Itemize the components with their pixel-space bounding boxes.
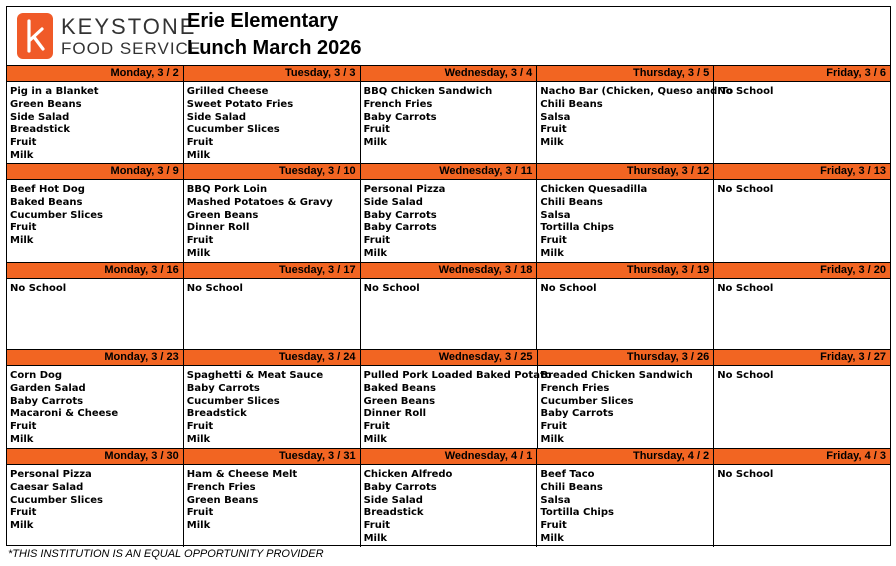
- menu-item-list: [184, 180, 360, 261]
- week-row: [7, 65, 890, 163]
- menu-item: Green Beans: [186, 494, 259, 506]
- menu-item: Nacho Bar (Chicken, Queso and To: [540, 86, 734, 97]
- day-cell: [536, 263, 713, 349]
- day-header: Thursday, 3 / 5: [537, 66, 713, 82]
- menu-item: Fruit: [10, 222, 37, 234]
- menu-item: Baked Beans: [10, 196, 83, 208]
- week-row: [7, 349, 890, 448]
- day-cell: [360, 263, 537, 349]
- menu-item-list: [714, 366, 890, 383]
- menu-item: Cucumber Slices: [186, 395, 280, 407]
- menu-item: Caesar Salad: [10, 481, 84, 493]
- menu-item-list: [184, 279, 360, 296]
- day-header: Wednesday, 3 / 25: [361, 350, 537, 366]
- menu-item: Side Salad: [186, 111, 247, 123]
- day-cell: [183, 164, 360, 262]
- menu-item: Side Salad: [10, 111, 70, 123]
- menu-item: Milk: [540, 433, 564, 445]
- menu-item: Spaghetti & Meat Sauce: [186, 370, 324, 381]
- menu-item: Side Salad: [363, 196, 423, 208]
- menu-item: Chili Beans: [540, 98, 603, 110]
- menu-item: Milk: [540, 532, 564, 544]
- menu-item: Milk: [363, 532, 388, 544]
- menu-item: French Fries: [540, 382, 610, 394]
- menu-item-list: [714, 82, 890, 99]
- day-header: Wednesday, 3 / 18: [361, 263, 537, 279]
- day-header: Friday, 3 / 27: [714, 350, 890, 366]
- menu-item-list: [7, 279, 183, 296]
- menu-item-list: [361, 279, 537, 296]
- day-cell: [7, 66, 183, 163]
- menu-item: BBQ Pork Loin: [186, 184, 268, 195]
- day-header: Friday, 3 / 6: [714, 66, 890, 82]
- day-cell: [713, 263, 890, 349]
- menu-item-list: [537, 465, 713, 546]
- menu-title: Lunch March 2026: [187, 37, 362, 59]
- menu-item: Pulled Pork Loaded Baked Potato: [363, 370, 552, 381]
- day-header: Monday, 3 / 23: [7, 350, 183, 366]
- menu-item: No School: [717, 469, 774, 480]
- menu-item-list: [361, 180, 537, 261]
- logo-k-icon: [17, 13, 53, 59]
- day-cell: [183, 350, 360, 448]
- menu-item-list: [184, 82, 360, 163]
- menu-item: Fruit: [363, 421, 390, 433]
- menu-item-list: [714, 180, 890, 197]
- calendar-grid: [7, 65, 890, 547]
- menu-item: French Fries: [186, 481, 256, 493]
- menu-item-list: [361, 366, 552, 447]
- menu-item: Pig in a Blanket: [10, 86, 99, 97]
- menu-item: BBQ Chicken Sandwich: [363, 86, 493, 97]
- menu-item: Milk: [540, 247, 564, 259]
- menu-item: No School: [540, 283, 597, 294]
- week-row: [7, 448, 890, 547]
- day-header: Wednesday, 3 / 11: [361, 164, 537, 180]
- day-cell: [360, 66, 537, 163]
- menu-item: Salsa: [540, 111, 571, 123]
- menu-item-list: [7, 366, 183, 447]
- menu-item: Corn Dog: [10, 370, 63, 381]
- menu-sheet: [6, 6, 891, 546]
- day-cell: [360, 449, 537, 547]
- menu-item: Cucumber Slices: [10, 494, 103, 506]
- menu-item: Baby Carrots: [363, 222, 437, 234]
- menu-item: Breadstick: [363, 507, 424, 519]
- school-name: Erie Elementary: [187, 10, 339, 32]
- menu-item: Personal Pizza: [363, 184, 446, 195]
- menu-item: Milk: [10, 520, 34, 532]
- menu-item: Macaroni & Cheese: [10, 408, 119, 420]
- logo-line2: FOOD SERVICE: [61, 39, 202, 58]
- menu-item: Milk: [363, 247, 388, 259]
- menu-item: Chili Beans: [540, 196, 603, 208]
- day-header: Thursday, 3 / 12: [537, 164, 713, 180]
- day-cell: [536, 66, 734, 163]
- menu-item: Beef Hot Dog: [10, 184, 85, 195]
- day-header: Thursday, 4 / 2: [537, 449, 713, 465]
- day-header: Thursday, 3 / 26: [538, 350, 714, 366]
- menu-item: Fruit: [540, 421, 567, 433]
- menu-item: Fruit: [363, 235, 391, 247]
- menu-item: No School: [717, 283, 774, 294]
- menu-item: No School: [717, 86, 774, 97]
- day-header: Thursday, 3 / 19: [537, 263, 713, 279]
- week-row: [7, 262, 890, 349]
- menu-item-list: [537, 180, 713, 261]
- menu-item: Baby Carrots: [363, 111, 437, 123]
- menu-item: Milk: [186, 247, 211, 259]
- menu-item: Baby Carrots: [540, 408, 614, 420]
- menu-item: Baby Carrots: [186, 382, 260, 394]
- menu-item: Breadstick: [186, 408, 247, 420]
- menu-item: Salsa: [540, 494, 571, 506]
- day-cell: [713, 350, 890, 448]
- menu-item: Fruit: [186, 235, 214, 247]
- day-cell: [536, 449, 713, 547]
- menu-item: Fruit: [540, 520, 567, 532]
- menu-item-list: [184, 366, 360, 447]
- menu-item: No School: [10, 283, 67, 294]
- menu-item: Beef Taco: [540, 469, 595, 480]
- menu-item: Cucumber Slices: [186, 124, 280, 136]
- day-header: Monday, 3 / 2: [7, 66, 183, 82]
- logo-line1: KEYSTONE: [61, 14, 197, 39]
- menu-item: Milk: [186, 520, 211, 532]
- week-row: [7, 163, 890, 262]
- menu-item: Fruit: [186, 137, 214, 149]
- footer-note: *THIS INSTITUTION IS AN EQUAL OPPORTUNITY PROVIDER: [8, 548, 324, 560]
- menu-item: Milk: [186, 149, 211, 161]
- menu-item: Grilled Cheese: [186, 86, 269, 97]
- menu-item-list: [361, 465, 537, 546]
- menu-item: Cucumber Slices: [10, 209, 103, 221]
- menu-item: Milk: [186, 433, 211, 445]
- day-header: Tuesday, 3 / 3: [184, 66, 360, 82]
- day-cell: [7, 350, 183, 448]
- menu-item-list: [537, 279, 713, 296]
- day-cell: [7, 263, 183, 349]
- menu-header: [7, 7, 890, 64]
- day-header: Monday, 3 / 9: [7, 164, 183, 180]
- menu-item: No School: [717, 370, 774, 381]
- day-cell: [713, 66, 890, 163]
- day-header: Friday, 3 / 20: [714, 263, 890, 279]
- menu-item: Chili Beans: [540, 481, 603, 493]
- day-header: Friday, 3 / 13: [714, 164, 890, 180]
- menu-item: Milk: [363, 137, 387, 149]
- menu-item-list: [537, 82, 734, 150]
- menu-item: Fruit: [10, 137, 37, 149]
- menu-item: Milk: [10, 433, 34, 445]
- menu-item: Dinner Roll: [363, 408, 427, 420]
- day-cell: [183, 66, 360, 163]
- day-header: Monday, 3 / 16: [7, 263, 183, 279]
- menu-item: Fruit: [10, 507, 37, 519]
- menu-item: Fruit: [363, 520, 391, 532]
- day-cell: [360, 350, 552, 448]
- day-cell: [713, 449, 890, 547]
- keystone-logo: [17, 13, 202, 61]
- day-header: Monday, 3 / 30: [7, 449, 183, 465]
- menu-item: Fruit: [186, 507, 214, 519]
- menu-item: Garden Salad: [10, 382, 86, 394]
- menu-item: Fruit: [540, 235, 567, 247]
- menu-item: Personal Pizza: [10, 469, 92, 480]
- menu-item: Breaded Chicken Sandwich: [540, 370, 693, 381]
- menu-item-list: [7, 82, 183, 163]
- menu-item: No School: [363, 283, 420, 294]
- menu-item: Fruit: [363, 124, 390, 136]
- menu-item-list: [361, 82, 537, 150]
- menu-item-list: [538, 366, 714, 447]
- menu-item: Green Beans: [10, 98, 82, 110]
- menu-item: Milk: [10, 235, 34, 247]
- menu-item: Ham & Cheese Melt: [186, 469, 298, 480]
- menu-item: Fruit: [540, 124, 567, 136]
- menu-item: Tortilla Chips: [540, 507, 614, 519]
- menu-item: Dinner Roll: [186, 222, 250, 234]
- day-header: Friday, 4 / 3: [714, 449, 890, 465]
- menu-item-list: [714, 465, 890, 482]
- day-header: Tuesday, 3 / 24: [184, 350, 360, 366]
- menu-item: Milk: [540, 137, 564, 149]
- menu-item: French Fries: [363, 98, 433, 110]
- menu-item: Fruit: [186, 421, 214, 433]
- menu-item: Milk: [10, 149, 34, 161]
- day-cell: [7, 164, 183, 262]
- menu-item: Breadstick: [10, 124, 70, 136]
- day-header: Wednesday, 3 / 4: [361, 66, 537, 82]
- day-cell: [360, 164, 537, 262]
- menu-item: Chicken Alfredo: [363, 469, 453, 480]
- menu-item: Milk: [363, 433, 387, 445]
- menu-item: Baby Carrots: [10, 395, 84, 407]
- menu-item: Green Beans: [363, 395, 436, 407]
- day-cell: [536, 164, 713, 262]
- menu-item-list: [714, 279, 890, 296]
- menu-item: Baby Carrots: [363, 481, 437, 493]
- day-cell: [7, 449, 183, 547]
- menu-item-list: [184, 465, 360, 533]
- menu-item-list: [7, 180, 183, 248]
- day-header: Tuesday, 3 / 10: [184, 164, 360, 180]
- menu-item: Fruit: [10, 421, 37, 433]
- menu-item: No School: [717, 184, 774, 195]
- menu-item: Chicken Quesadilla: [540, 184, 648, 195]
- day-cell: [713, 164, 890, 262]
- menu-item: Side Salad: [363, 494, 423, 506]
- menu-item-list: [7, 465, 183, 533]
- day-header: Tuesday, 3 / 31: [184, 449, 360, 465]
- day-cell: [183, 449, 360, 547]
- day-header: Wednesday, 4 / 1: [361, 449, 537, 465]
- menu-item: Tortilla Chips: [540, 222, 614, 234]
- menu-item: Salsa: [540, 209, 571, 221]
- menu-item: Green Beans: [186, 209, 259, 221]
- day-cell: [537, 350, 714, 448]
- menu-item: Baked Beans: [363, 382, 436, 394]
- menu-item: Baby Carrots: [363, 209, 437, 221]
- menu-item: Cucumber Slices: [540, 395, 634, 407]
- menu-item: No School: [186, 283, 243, 294]
- menu-item: Sweet Potato Fries: [186, 98, 294, 110]
- day-header: Tuesday, 3 / 17: [184, 263, 360, 279]
- day-cell: [183, 263, 360, 349]
- menu-item: Mashed Potatoes & Gravy: [186, 196, 333, 208]
